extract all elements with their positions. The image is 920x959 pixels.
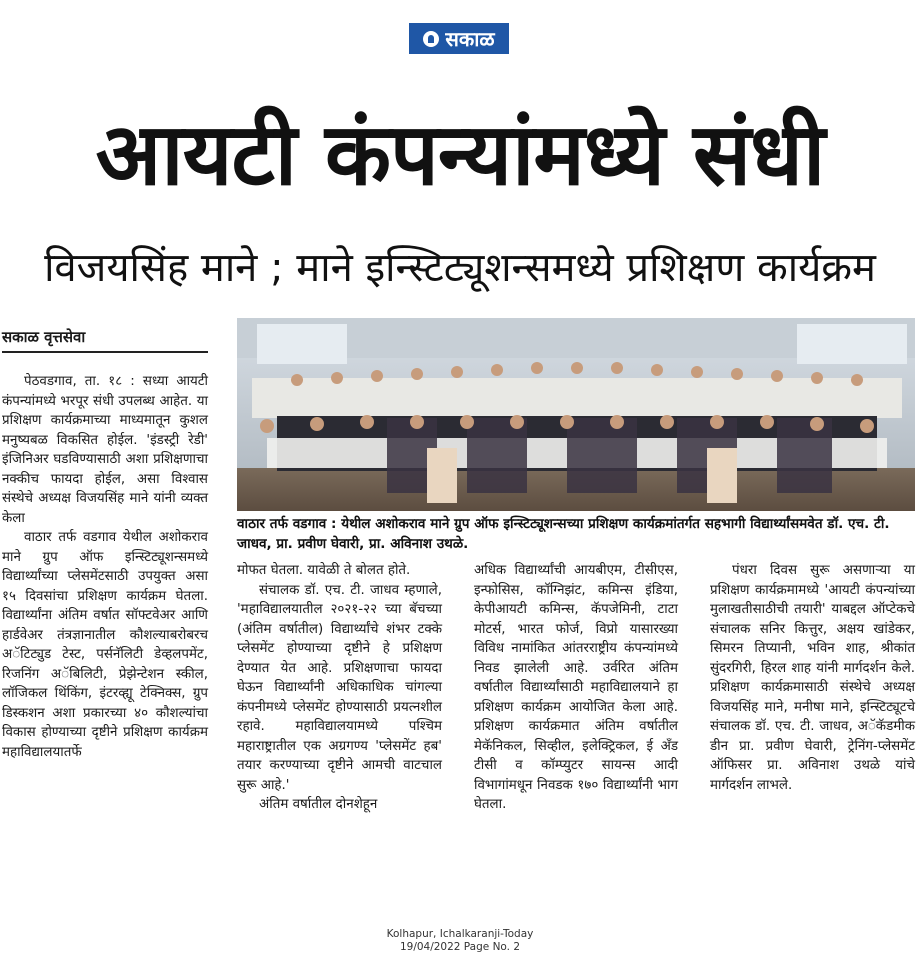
headline: आयटी कंपन्यांमध्ये संधी — [95, 105, 825, 205]
article-column-2 — [237, 561, 442, 815]
byline: सकाळ वृत्तसेवा — [2, 328, 86, 346]
article-paragraph: पंधरा दिवस सुरू असणाऱ्या या प्रशिक्षण कार्यक्रमामध्ये 'आयटी कंपन्यांच्या मुलाखतीसाठीची तयारी' याबद्दल ऑप्टेकचे संचालक सनिर कित्तुर, अक्षय खांडेकर, सिमरन तिप्यानी, भविन शाह, श्रीकांत सुंदरगिरी, हिरल शाह यांनी मार्गदर्शन केले. प्रशिक्षण कार्यक्रमासाठी संस्थेचे अध्यक्ष विजयसिंह माने, मनीषा माने, इन्स्टिट्यूटचे संचालक डॉ. एच. टी. जाधव, अॅकॅडमीक डीन प्रा. प्रवीण घेवारी, ट्रेनिंग-प्लेसमेंट ऑफिसर प्रा. अविनाश उथळे यांचे मार्गदर्शन लाभले. — [710, 563, 915, 793]
sakal-emblem-icon — [423, 31, 439, 47]
article-paragraph: मोफत घेतला. यावेळी ते बोलत होते. — [237, 563, 411, 578]
article-paragraph: वाठार तर्फ वडगाव येथील अशोकराव माने ग्रुप ऑफ इन्स्टिट्यूशन्समध्ये विद्यार्थ्यांच्या प्लेसमेंटसाठी उपयुक्त असा १५ दिवसांचा प्रशिक्षण कार्यक्रम घेतला. विद्यार्थ्यांना अंतिम वर्षात सॉफ्टवेअर आणि हार्डवेअर तंत्रज्ञानातील कौशल्याबरोबरच अॅटिट्युड टेस्ट, पर्सनॅलिटी डेव्हलपमेंट, रिजनिंग अॅबिलिटी, प्रेझेन्टेशन स्कील, लॉजिकल थिंकिंग, इंटरव्ह्यू टेक्निक्स, ग्रुप डिस्कशन अशा प्रकारच्या ४० कौशल्यांचा विकास होण्याच्या दृष्टीने प्रशिक्षण कार्यक्रम महाविद्यालयातर्फे — [2, 530, 208, 760]
article-paragraph: अधिक विद्यार्थ्यांची आयबीएम, टीसीएस, इन्फोसिस, कॉग्निझंट, कमिन्स इंडिया, केपीआयटी कमिन्स, कॅपजेमिनी, टाटा मोटर्स, भारत फोर्ज, विप्रो यासारख्या विविध नामांकित आंतरराष्ट्रीय कंपन्यांमध्ये निवड झालेली आहे. उर्वरित अंतिम वर्षातील विद्यार्थ्यांसाठी महाविद्यालयाने हा प्रशिक्षण कार्यक्रम आयोजित केला आहे. प्रशिक्षण कार्यक्रमात अंतिम वर्षातील मेकॅनिकल, सिव्हील, इलेक्ट्रिकल, ई अँड टीसी व कॉम्प्युटर सायन्स आदी विभागांमधून निवडक १७० विद्यार्थ्यांनी भाग घेतला. — [474, 563, 678, 812]
article-paragraph: पेठवडगाव, ता. १८ : सध्या आयटी कंपन्यांमध्ये भरपूर संधी उपलब्ध आहेत. या प्रशिक्षण कार्यक्रमाच्या माध्यमातून कुशल मनुष्यबळ विकसित होईल. 'इंडस्ट्री रेडी' इंजिनिअर घडविण्यासाठी अशा प्रशिक्षणाचा नक्कीच फायदा होईल, असा विश्वास संस्थेचे अध्यक्ष विजयसिंह माने यांनी व्यक्त केला — [2, 374, 208, 526]
article-column-3 — [474, 561, 678, 815]
group-photo — [237, 318, 915, 511]
subheadline: विजयसिंह माने ; माने इन्स्टिट्यूशन्समध्ये प्रशिक्षण कार्यक्रम — [44, 245, 876, 291]
group-photo-illustration — [237, 318, 915, 511]
footer-edition: Kolhapur, Ichalkaranji-Today — [386, 928, 534, 940]
article-column-1 — [2, 372, 208, 762]
photo-caption: वाठार तर्फ वडगाव : येथील अशोकराव माने ग्रुप ऑफ इन्स्टिट्यूशन्सच्या प्रशिक्षण कार्यक्रमांतर्गत सहभागी विद्यार्थ्यांसमवेत डॉ. एच. टी. जाधव, प्रा. प्रवीण घेवारी, प्रा. अविनाश उथळे. — [237, 516, 890, 552]
newspaper-logo — [409, 23, 509, 54]
logo-text: सकाळ — [445, 27, 495, 51]
article-paragraph: संचालक डॉ. एच. टी. जाधव म्हणाले, 'महाविद्यालयातील २०२१-२२ च्या बॅचच्या (अंतिम वर्षातील) विद्यार्थ्यांचे शंभर टक्के प्लेसमेंट होण्याच्या दृष्टीने हे प्रशिक्षण देण्यात येत आहे. प्रशिक्षणाचा फायदा घेऊन विद्यार्थ्यांनी अधिकाधिक चांगल्या कंपनीमध्ये प्लेसमेंट होण्यासाठी प्रयत्नशील रहावे. महाविद्यालयामध्ये पश्चिम महाराष्ट्रातील एक अग्रगण्य 'प्लेसमेंट हब' तयार करण्याच्या दृष्टीने आमची वाटचाल सुरू आहे.' — [237, 582, 442, 793]
article-paragraph: अंतिम वर्षातील दोनशेहून — [259, 797, 378, 812]
byline-divider — [2, 351, 208, 353]
page-footer — [330, 928, 590, 954]
footer-date-page: 19/04/2022 Page No. 2 — [399, 941, 521, 953]
article-column-4 — [710, 561, 915, 795]
